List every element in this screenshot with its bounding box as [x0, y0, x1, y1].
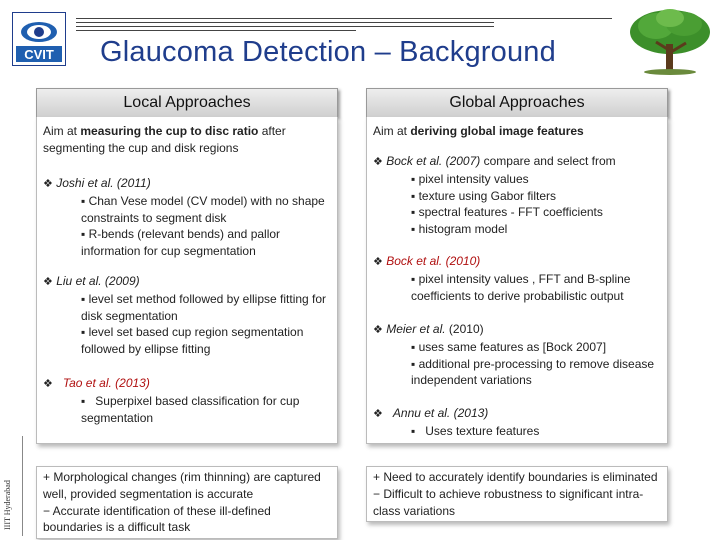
- header-rule-3: [76, 26, 494, 27]
- local-pros: + Morphological changes (rim thinning) are captured well, provided segmentation is accurate: [43, 470, 321, 501]
- global-item-bock-2010: ❖ Bock et al. (2010) ▪ pixel intensity values , FFT and B-spline coefficients to derive probabilistic output: [373, 254, 631, 303]
- cvit-logo: [12, 12, 66, 66]
- header-rule-4: [76, 30, 356, 31]
- side-rule: [22, 436, 23, 536]
- local-pros-cons: [36, 466, 338, 539]
- local-approaches-panel: [36, 117, 338, 444]
- local-item-tao: ❖ Tao et al. (2013) ▪ Superpixel based classification for cup segmentation: [43, 376, 300, 425]
- local-aim: Aim at measuring the cup to disc ratio after segmenting the cup and disk regions: [43, 124, 286, 155]
- local-approaches-header: Local Approaches: [36, 88, 338, 118]
- global-approaches-panel: [366, 117, 668, 444]
- global-pros: + Need to accurately identify boundaries is eliminated: [373, 470, 658, 484]
- header-rule-2: [76, 22, 494, 23]
- global-approaches-header: Global Approaches: [366, 88, 668, 118]
- local-item-liu: ❖ Liu et al. (2009) ▪ level set method followed by ellipse fitting for disk segmentation ▪ level set based cup region segmentation followed by ellipse fitting: [43, 274, 327, 357]
- page-title: Glaucoma Detection – Background: [100, 36, 556, 68]
- tree-image: [626, 6, 714, 76]
- logo-text: CVIT: [24, 47, 54, 62]
- global-aim: Aim at deriving global image features: [373, 124, 584, 138]
- global-item-annu: ❖ Annu et al. (2013) ▪ Uses texture features: [373, 406, 540, 438]
- local-item-joshi: ❖ Joshi et al. (2011) ▪ Chan Vese model (CV model) with no shape constraints to segment disk ▪ R-bends (relevant bends) and pallor information for cup segmentation: [43, 176, 325, 259]
- global-cons: − Difficult to achieve robustness to significant intra-class variations: [373, 486, 644, 518]
- global-pros-cons: [366, 466, 668, 522]
- header-rule-1: [76, 18, 612, 19]
- global-item-bock-2007: ❖ Bock et al. (2007) compare and select from ▪ pixel intensity values ▪ texture using Gabor filters ▪ spectral features - FFT coefficients ▪ histogram model: [373, 154, 616, 237]
- local-cons: − Accurate identification of these ill-defined boundaries is a difficult task: [43, 503, 271, 535]
- side-label: IIIT Hyderabad: [3, 480, 12, 530]
- global-item-meier: ❖ Meier et al. (2010) ▪ uses same features as [Bock 2007] ▪ additional pre-processing to remove disease independent variations: [373, 322, 655, 388]
